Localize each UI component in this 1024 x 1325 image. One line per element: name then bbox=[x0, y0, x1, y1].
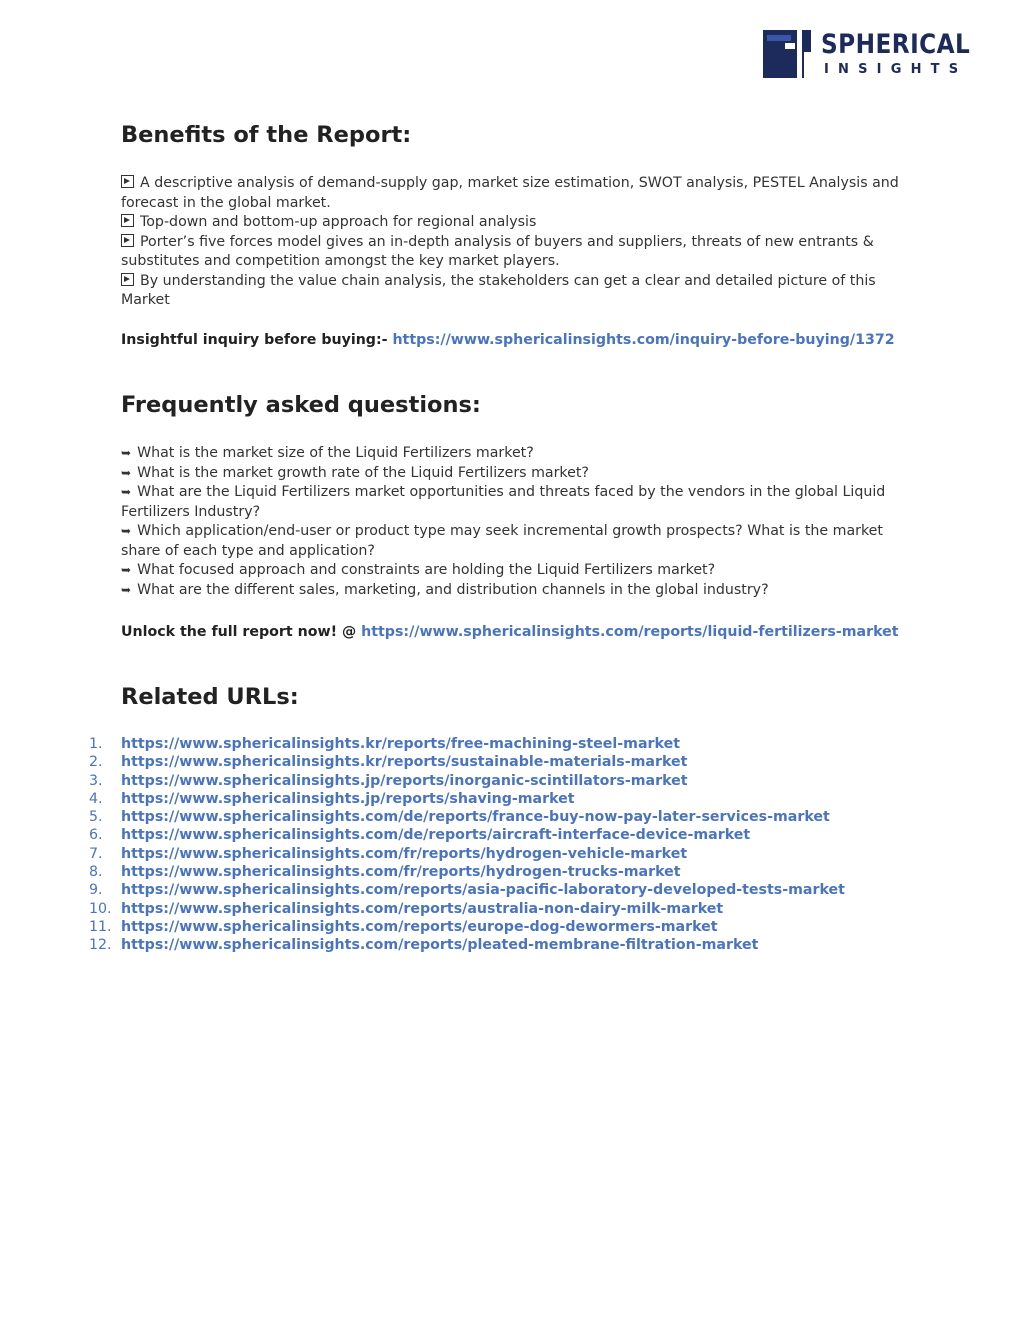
faq-item: ➥ What are the Liquid Fertilizers market opportunities and threats faced by the vendors in the global Liquid Fertilizers Industry? bbox=[121, 484, 886, 520]
related-url-item bbox=[89, 863, 911, 881]
play-box-icon bbox=[121, 214, 134, 227]
arrow-right-icon: ➥ bbox=[121, 524, 132, 538]
arrow-right-icon: ➥ bbox=[121, 485, 132, 499]
related-urls-list bbox=[89, 735, 911, 955]
related-url-link[interactable]: https://www.sphericalinsights.kr/reports/sustainable-materials-market bbox=[121, 754, 688, 771]
play-box-icon bbox=[121, 175, 134, 188]
list-number: 3. bbox=[89, 772, 103, 789]
faq-heading: Frequently asked questions: bbox=[121, 392, 481, 418]
related-url-item bbox=[89, 918, 911, 936]
benefits-list bbox=[121, 174, 911, 311]
list-number: 4. bbox=[89, 790, 103, 807]
list-number: 6. bbox=[89, 827, 103, 844]
related-url-link[interactable]: https://www.sphericalinsights.jp/reports/shaving-market bbox=[121, 790, 575, 807]
list-number: 9. bbox=[89, 882, 103, 899]
arrow-right-icon: ➥ bbox=[121, 446, 132, 460]
related-url-item bbox=[89, 790, 911, 808]
inquiry-label: Insightful inquiry before buying:- bbox=[121, 332, 393, 348]
related-url-link[interactable]: https://www.sphericalinsights.com/reports/europe-dog-dewormers-market bbox=[121, 918, 718, 935]
benefits-heading: Benefits of the Report: bbox=[121, 122, 412, 148]
spherical-insights-logo-icon bbox=[763, 30, 811, 78]
faq-item: ➥ Which application/end-user or product type may seek incremental growth prospects? What is the market share of each type and application? bbox=[121, 523, 883, 559]
related-url-link[interactable]: https://www.sphericalinsights.jp/reports/inorganic-scintillators-market bbox=[121, 772, 688, 789]
faq-item: ➥ What is the market size of the Liquid Fertilizers market? bbox=[121, 444, 911, 464]
list-number: 12. bbox=[89, 937, 112, 954]
faq-item: ➥ What is the market growth rate of the Liquid Fertilizers market? bbox=[121, 464, 911, 484]
related-url-link[interactable]: https://www.sphericalinsights.com/fr/reports/hydrogen-trucks-market bbox=[121, 864, 681, 881]
related-url-link[interactable]: https://www.sphericalinsights.com/fr/reports/hydrogen-vehicle-market bbox=[121, 845, 688, 862]
faq-list bbox=[121, 444, 911, 600]
related-urls-heading: Related URLs: bbox=[121, 684, 299, 710]
faq-item: ➥ What are the different sales, marketing, and distribution channels in the global industry? bbox=[121, 581, 911, 601]
related-url-item bbox=[89, 845, 911, 863]
benefit-item: Porter’s five forces model gives an in-depth analysis of buyers and suppliers, threats of new entrants & substitutes and competition amongst the key market players. bbox=[121, 233, 874, 269]
unlock-report-link[interactable]: https://www.sphericalinsights.com/reports/liquid-fertilizers-market bbox=[361, 624, 899, 640]
list-number: 1. bbox=[89, 736, 103, 752]
logo-wordmark: SPHERICAL bbox=[821, 29, 971, 60]
play-box-icon bbox=[121, 234, 134, 247]
faq-item: ➥ What focused approach and constraints are holding the Liquid Fertilizers market? bbox=[121, 561, 911, 581]
inquiry-cta bbox=[121, 331, 911, 350]
related-url-item bbox=[89, 753, 911, 771]
arrow-right-icon: ➥ bbox=[121, 465, 132, 480]
inquiry-link[interactable]: https://www.sphericalinsights.com/inquiry-before-buying/1372 bbox=[392, 332, 895, 348]
benefit-item: By understanding the value chain analysis, the stakeholders can get a clear and detailed picture of this Market bbox=[121, 272, 876, 308]
related-url-item bbox=[89, 772, 911, 790]
related-url-item bbox=[89, 735, 911, 753]
related-url-link[interactable]: https://www.sphericalinsights.com/de/reports/aircraft-interface-device-market bbox=[121, 827, 751, 844]
related-url-link[interactable]: https://www.sphericalinsights.com/reports/pleated-membrane-filtration-market bbox=[121, 937, 759, 954]
list-number: 5. bbox=[89, 809, 103, 826]
list-number: 7. bbox=[89, 845, 103, 862]
list-number: 2. bbox=[89, 754, 103, 771]
logo-subtitle: INSIGHTS bbox=[824, 62, 968, 77]
benefit-item: A descriptive analysis of demand-supply gap, market size estimation, SWOT analysis, PESTEL Analysis and forecast in the global market. bbox=[121, 175, 899, 211]
arrow-right-icon: ➥ bbox=[121, 563, 132, 577]
related-url-link[interactable]: https://www.sphericalinsights.com/reports/australia-non-dairy-milk-market bbox=[121, 900, 724, 917]
related-url-link[interactable]: https://www.sphericalinsights.kr/reports/free-machining-steel-market bbox=[121, 736, 680, 752]
unlock-cta bbox=[121, 623, 911, 642]
unlock-label: Unlock the full report now! @ bbox=[121, 624, 362, 640]
related-url-item bbox=[89, 900, 911, 918]
related-url-link[interactable]: https://www.sphericalinsights.com/reports/asia-pacific-laboratory-developed-tests-market bbox=[121, 882, 845, 899]
list-number: 11. bbox=[89, 918, 112, 935]
related-url-link[interactable]: https://www.sphericalinsights.com/de/reports/france-buy-now-pay-later-services-market bbox=[121, 809, 830, 826]
related-url-item bbox=[89, 881, 911, 899]
company-logo bbox=[763, 30, 978, 78]
related-url-item bbox=[89, 936, 911, 954]
benefit-item: Top-down and bottom-up approach for regional analysis bbox=[121, 213, 911, 233]
related-url-item bbox=[89, 826, 911, 844]
list-number: 8. bbox=[89, 864, 103, 881]
list-number: 10. bbox=[89, 900, 112, 917]
play-box-icon bbox=[121, 273, 134, 286]
arrow-right-icon: ➥ bbox=[121, 582, 132, 597]
related-url-item bbox=[89, 808, 911, 826]
